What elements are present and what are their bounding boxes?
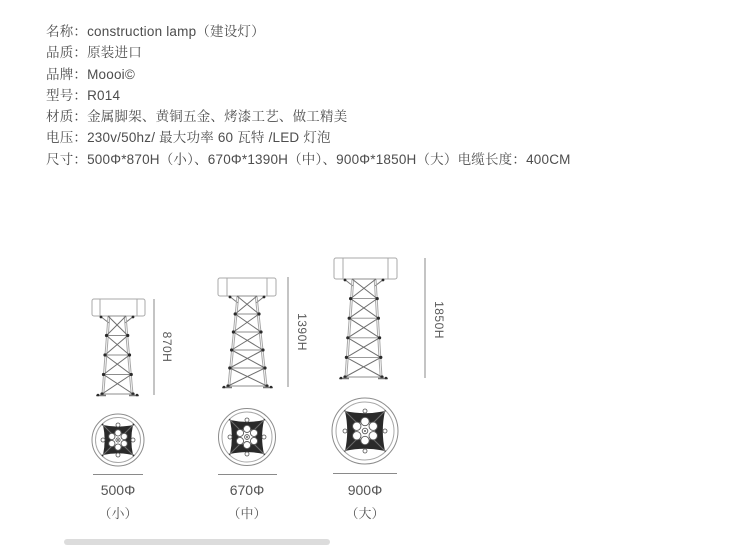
diameter-label-medium: 670Φ [229, 482, 265, 498]
size-label-large: （大） [345, 506, 385, 521]
lamp-top-view-large [327, 393, 403, 469]
label-divider-line [333, 473, 397, 474]
spec-brand: 品牌：Moooi© [46, 66, 136, 82]
label-divider-line [93, 474, 143, 475]
spec-name: 名称：construction lamp（建设灯） [46, 24, 265, 39]
lamp-front-view-medium [210, 273, 315, 395]
spec-quality: 品质：原装进口 [46, 45, 142, 61]
spec-voltage: 电压：230v/50hz/ 最大功率 60 瓦特 /LED 灯泡 [46, 130, 331, 146]
diameter-label-large: 900Φ [347, 482, 383, 498]
spec-material: 材质：金属脚架、黄铜五金、烤漆工艺、做工精美 [46, 109, 348, 125]
height-dimension-label: 1850H [431, 301, 446, 339]
lamp-front-view-large [327, 253, 452, 385]
lamp-top-view-medium [213, 403, 281, 471]
size-label-small: （小） [98, 506, 138, 521]
lamp-top-view-small [86, 408, 150, 472]
diameter-label-small: 500Φ [100, 482, 136, 498]
height-dimension-label: 870H [159, 331, 174, 363]
height-dimension-label: 1390H [294, 313, 309, 351]
lamp-front-view-small [85, 294, 180, 402]
spec-model: 型号：R014 [46, 87, 121, 103]
horizontal-scrollbar-thumb[interactable] [64, 539, 330, 545]
spec-text-block [46, 21, 571, 170]
size-label-medium: （中） [227, 506, 267, 521]
spec-size: 尺寸：500Φ*870H（小）、670Φ*1390H（中）、900Φ*1850H（大）电缆长度：400CM [46, 151, 571, 167]
label-divider-line [218, 474, 277, 475]
